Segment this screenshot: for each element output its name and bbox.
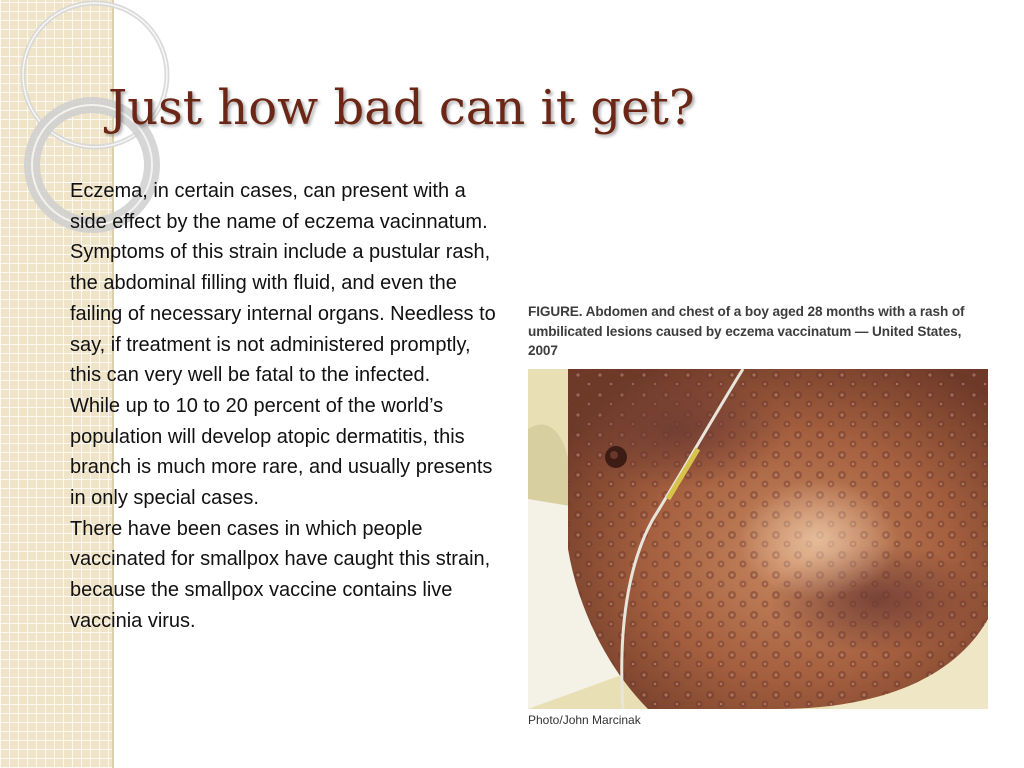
paragraph-eczema-vaccinatum: Eczema, in certain cases, can present with a side effect by the name of eczema vacinnatum. Symptoms of this strain include a pustular rash, the abdominal filling with fluid, and even the failing of necessary internal organs. Needless to say, if treatment is not administered promptly, this can very well be fatal to the infected. — [70, 180, 496, 387]
paragraph-prevalence: While up to 10 to 20 percent of the world’s population will develop atopic dermatitis, this branch is much more rare, and usually presents in only special cases. — [70, 394, 493, 510]
paragraph-smallpox: There have been cases in which people vaccinated for smallpox have caught this strain, because the smallpox vaccine contains live vaccinia virus. — [70, 517, 491, 632]
body-text — [70, 176, 506, 637]
photo-credit: Photo/John Marcinak — [528, 712, 641, 727]
rash-photo — [528, 369, 988, 709]
figure-caption: FIGURE. Abdomen and chest of a boy aged 28 months with a rash of umbilicated lesions caused by eczema vaccinatum — United States, 2007 — [528, 304, 965, 358]
figure — [528, 302, 988, 727]
slide-title: Just how bad can it get? — [108, 80, 695, 136]
